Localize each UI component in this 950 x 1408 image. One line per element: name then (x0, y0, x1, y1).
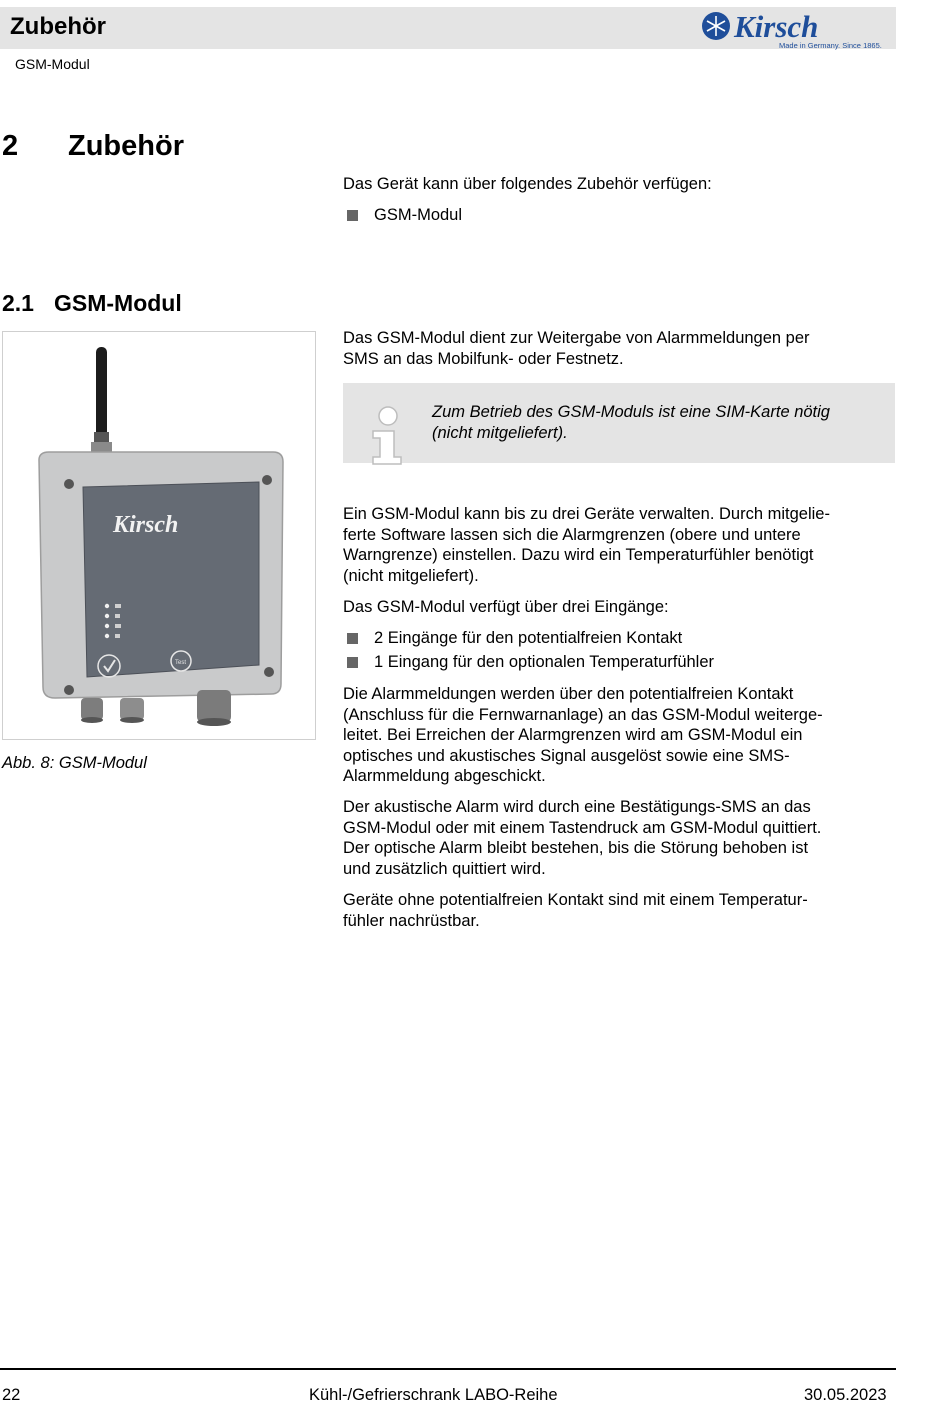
paragraph-intro (343, 328, 893, 369)
text-line: GSM-Modul oder mit einem Tastendruck am GSM-Modul quittiert. (343, 818, 822, 837)
kirsch-logo (698, 7, 888, 51)
device-brand: Kirsch (113, 512, 179, 538)
paragraph-management (343, 504, 893, 586)
gsm-module-image (3, 332, 315, 739)
svg-text:Test: Test (175, 660, 187, 666)
text-line: (nicht mitgeliefert). (343, 566, 479, 585)
footer-product: Kühl-/Gefrierschrank LABO-Reihe (309, 1386, 558, 1404)
text-line: fühler nachrüstbar. (343, 911, 480, 930)
figure-caption: Abb. 8: GSM-Modul (2, 754, 147, 772)
text-line: Die Alarmmeldungen werden über den potentialfreien Kontakt (343, 685, 794, 703)
section-intro: Das Gerät kann über folgendes Zubehör verfügen: (343, 175, 712, 193)
info-note (343, 383, 895, 463)
list-item: 1 Eingang für den optionalen Temperaturfühler (374, 653, 715, 671)
text-line: SMS an das Mobilfunk- oder Festnetz. (343, 349, 624, 368)
text-line: Geräte ohne potentialfreien Kontakt sind mit einem Temperatur- (343, 891, 808, 909)
svg-text:Made in Germany. Since 1865.: Made in Germany. Since 1865. (779, 41, 882, 50)
bullet-square (347, 657, 358, 668)
text-line: (Anschluss für die Fernwarnanlage) an das GSM-Modul weiterge- (343, 705, 823, 724)
bullet-square (347, 210, 358, 221)
text-line: (nicht mitgeliefert). (432, 423, 568, 442)
inputs-intro: Das GSM-Modul verfügt über drei Eingänge: (343, 598, 669, 616)
figure-gsm-module (2, 331, 316, 740)
antenna (96, 347, 107, 437)
subsection-title: GSM-Modul (54, 290, 182, 316)
paragraph-acknowledge (343, 797, 893, 879)
text-line: Der optische Alarm bleibt bestehen, bis die Störung behoben ist (343, 839, 809, 857)
page-number: 22 (2, 1386, 21, 1404)
section-title: Zubehör (68, 130, 184, 162)
svg-text:Kirsch: Kirsch (734, 9, 819, 44)
text-line: Ein GSM-Modul kann bis zu drei Geräte verwalten. Durch mitgelie- (343, 505, 830, 523)
header-title: Zubehör (10, 13, 106, 40)
note-text (432, 402, 892, 443)
text-line: leitet. Bei Erreichen der Alarmgrenzen wird am GSM-Modul ein (343, 726, 803, 744)
text-line: Zum Betrieb des GSM-Moduls ist eine SIM-Karte nötig (432, 403, 830, 421)
subsection-number: 2.1 (2, 290, 34, 316)
footer-divider (0, 1368, 896, 1370)
text-line: ferte Software lassen sich die Alarmgrenzen (obere und untere (343, 525, 801, 544)
bullet-square (347, 633, 358, 644)
header-subtitle: GSM-Modul (15, 56, 90, 72)
text-line: und zusätzlich quittiert wird. (343, 859, 546, 878)
text-line: Das GSM-Modul dient zur Weitergabe von Alarmmeldungen per (343, 329, 810, 347)
list-item: GSM-Modul (374, 206, 463, 224)
footer-date: 30.05.2023 (804, 1386, 887, 1404)
text-line: optisches und akustisches Signal ausgelöst sowie eine SMS- (343, 746, 790, 765)
paragraph-retrofit (343, 890, 893, 931)
text-line: Warngrenze) einstellen. Dazu wird ein Temperaturfühler benötigt (343, 546, 814, 564)
paragraph-alarm (343, 684, 893, 787)
section-number: 2 (2, 130, 19, 162)
text-line: Der akustische Alarm wird durch eine Bestätigungs-SMS an das (343, 798, 811, 816)
text-line: Alarmmeldung abgeschickt. (343, 767, 546, 785)
info-icon (368, 403, 408, 465)
list-item: 2 Eingänge für den potentialfreien Kontakt (374, 629, 683, 647)
